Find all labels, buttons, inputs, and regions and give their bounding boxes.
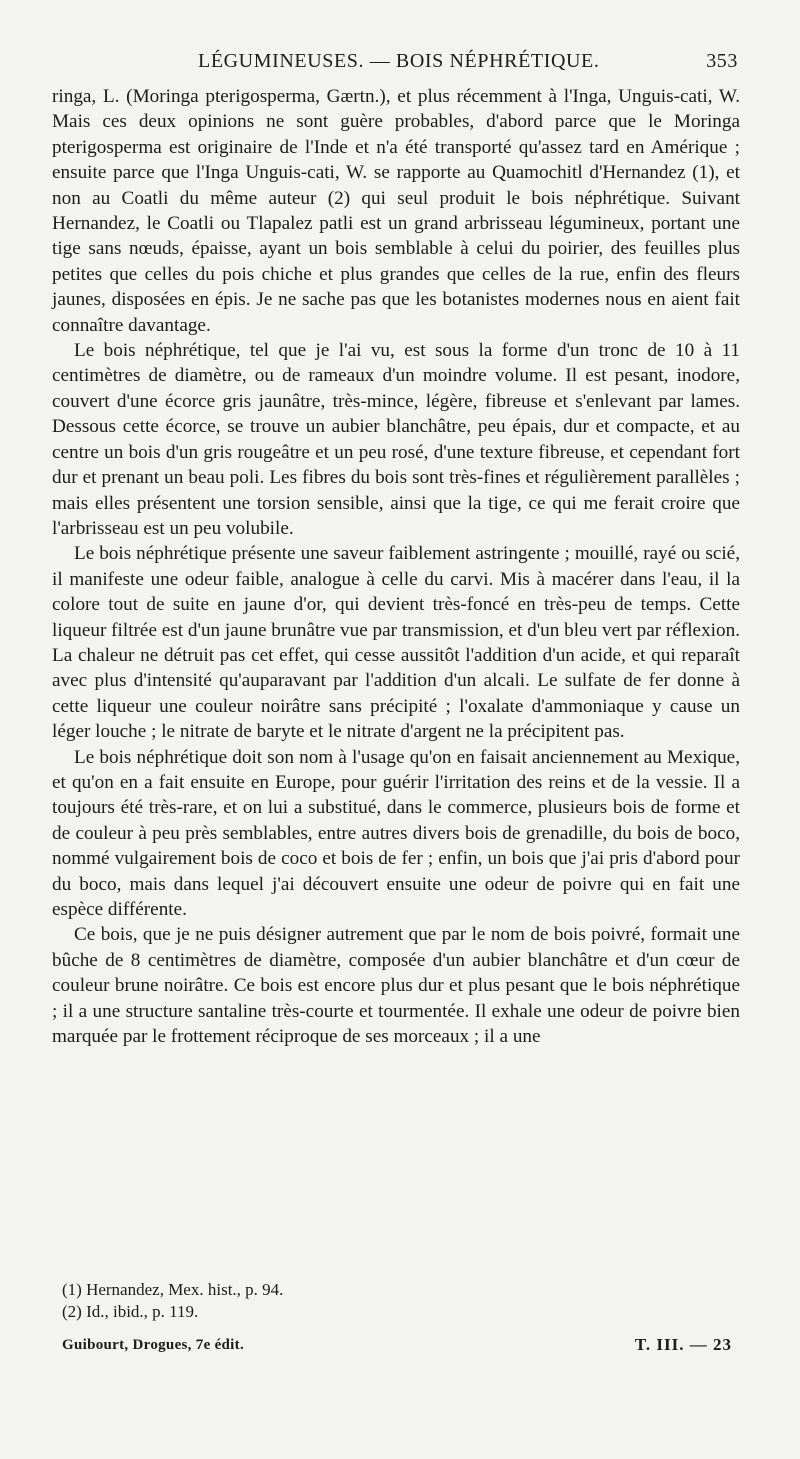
page-number: 353 — [706, 50, 738, 72]
page-footer — [62, 1337, 732, 1363]
page-header — [52, 44, 738, 78]
printer-signature: Guibourt, Drogues, 7e édit. — [62, 1337, 244, 1353]
running-title: LÉGUMINEUSES. — BOIS NÉPHRÉTIQUE. — [198, 50, 600, 72]
paragraph-properties: Le bois néphrétique présente une saveur faiblement astringente ; mouillé, rayé ou scié, il manifeste une odeur faible, analogue à celle du carvi. Mis à macérer dans l'eau, il la colore tout de suite en jaune d'or, qui devient très-foncé en très-peu de temps. Cette liqueur filtrée est d'un jaune brunâtre vue par transmission, et d'un bleu vert par réflexion. La chaleur ne détruit pas cet effet, qui cesse aussitôt l'addition d'un acide, et qui reparaît avec plus d'intensité qu'auparavant par l'addition d'un alcali. Le sulfate de fer donne à cette liqueur une couleur noirâtre sans précipité ; l'oxalate d'ammoniaque y cause un léger louche ; le nitrate de baryte et le nitrate d'argent ne la précipitent pas. — [52, 543, 740, 743]
footnotes — [62, 1279, 722, 1323]
paragraph-description: Le bois néphrétique, tel que je l'ai vu, est sous la forme d'un tronc de 10 à 11 centimètres de diamètre, ou de rameaux d'un moindre volume. Il est pesant, inodore, couvert d'une écorce gris jaunâtre, très-mince, légère, fibreuse et s'enlevant par lames. Dessous cette écorce, se trouve un aubier blanchâtre, peu épais, dur et compacte, et au centre un bois d'un gris rougeâtre et un peu rosé, d'une texture fibreuse, et cependant fort dur et prenant un beau poli. Les fibres du bois sont très-fines et régulièrement parallèles ; mais elles présentent une torsion sensible, ainsi que la tige, ce qui me ferait croire que l'arbrisseau est un peu volubile. — [52, 340, 740, 539]
body-text — [52, 84, 740, 1049]
paragraph-bois-poivre: Ce bois, que je ne puis désigner autrement que par le nom de bois poivré, formait une bûche de 8 centimètres de diamètre, composée d'un aubier blanchâtre et d'un cœur de couleur brune noirâtre. Ce bois est encore plus dur et plus pesant que le bois néphrétique ; il a une structure santaline très-courte et tourmentée. Il exhale une odeur de poivre bien marquée par le frottement réciproque de ses morceaux ; il a une — [52, 924, 740, 1048]
footnote-1: (1) Hernandez, Mex. hist., p. 94. — [62, 1280, 284, 1299]
paragraph-continued: ringa, L. (Moringa pterigosperma, Gærtn.), et plus récemment à l'Inga, Unguis-cati, W. Mais ces deux opinions ne sont guère probables, d'abord parce que le Moringa pterigosperma est originaire de l'Inde et n'a été transporté qu'assez tard en Amérique ; ensuite parce que l'Inga Unguis-cati, W. se rapporte au Quamochitl d'Hernandez (1), et non au Coatli du même auteur (2) qui seul produit le bois néphrétique. Suivant Hernandez, le Coatli ou Tlapalez patli est un grand arbrisseau légumineux, portant une tige sans nœuds, épaisse, ayant un bois semblable à celui du poirier, des feuilles plus petites que celles du pois chiche et plus grandes que celles de la rue, enfin des fleurs jaunes, disposées en épis. Je ne sache pas que les botanistes modernes nous en aient fait connaître davantage. — [52, 86, 740, 336]
footnote-2: (2) Id., ibid., p. 119. — [62, 1302, 199, 1321]
paragraph-history: Le bois néphrétique doit son nom à l'usage qu'on en faisait anciennement au Mexique, et qu'on en a fait ensuite en Europe, pour guérir l'irritation des reins et de la vessie. Il a toujours été très-rare, et on lui a substitué, dans le commerce, plusieurs bois de forme et de couleur à peu près semblables, entre autres divers bois de grenadille, du bois de boco, nommé vulgairement bois de coco et bois de fer ; enfin, un bois que j'ai pris d'abord pour du boco, mais dans lequel j'ai découvert ensuite une odeur de poivre qui en fait une espèce différente. — [52, 746, 740, 920]
volume-signature: T. III. — 23 — [634, 1335, 732, 1354]
